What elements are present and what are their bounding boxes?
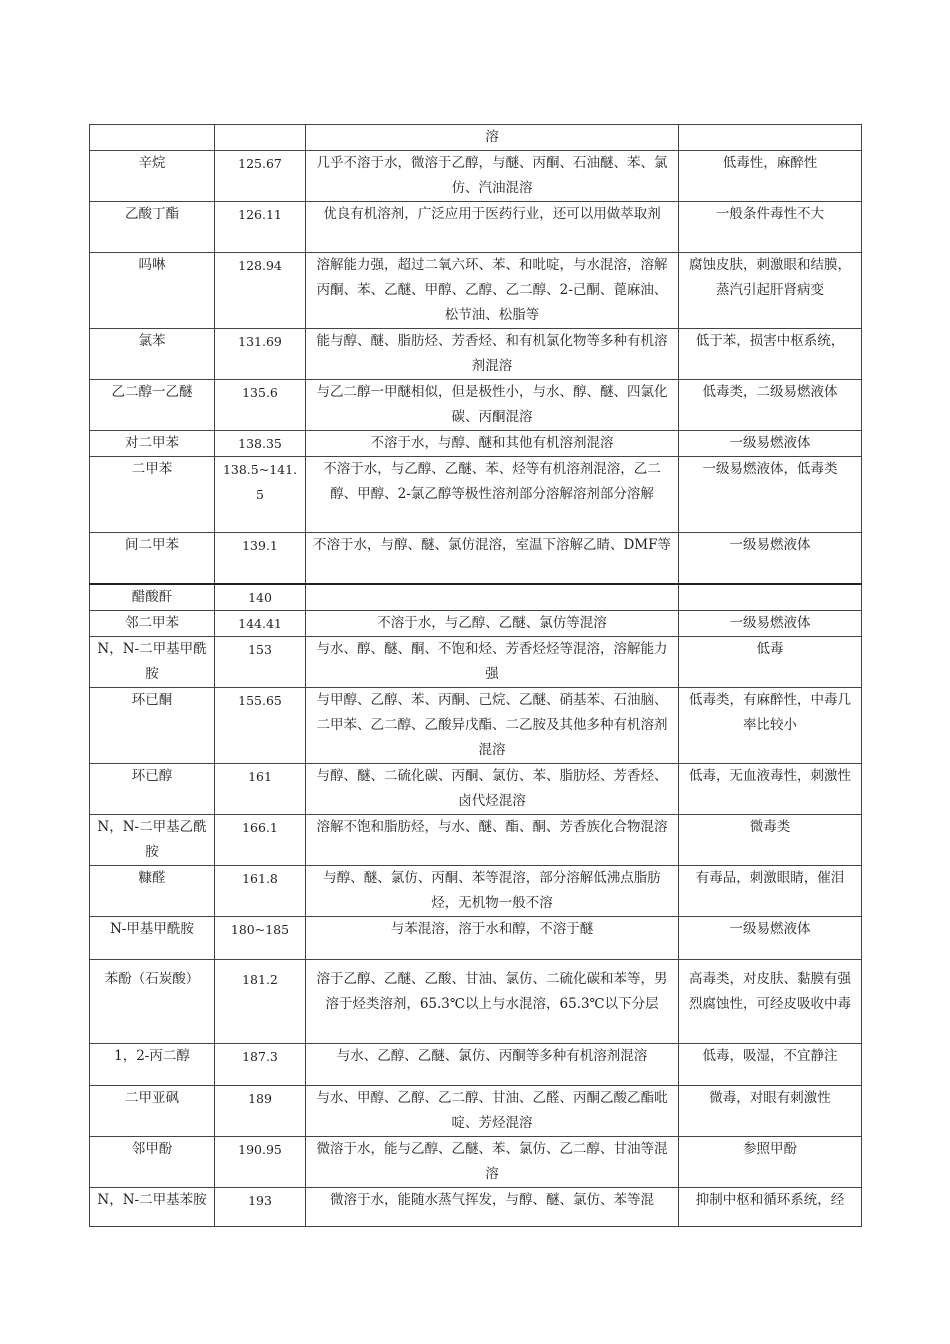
solubility-cell [306,584,679,611]
solvent-name-cell: 辛烷 [90,151,215,202]
toxicity-cell: 一级易燃液体 [679,533,862,584]
solvent-table [89,124,862,1227]
solubility-cell: 与水、甲醇、乙醇、乙二醇、甘油、乙醛、丙酮乙酸乙酯吡啶、芳烃混溶 [306,1085,679,1136]
table-row [90,584,862,611]
solvent-name-cell: 1，2-丙二醇 [90,1043,215,1085]
solubility-cell: 不溶于水，与醇、醚、氯仿混溶，室温下溶解乙睛、DMF等 [306,533,679,584]
solvent-name-cell: 间二甲苯 [90,533,215,584]
toxicity-cell: 低于苯，损害中枢系统， [679,329,862,380]
toxicity-cell: 一级易燃液体 [679,431,862,457]
table-row [90,457,862,533]
boiling-point-cell: 138.35 [215,431,306,457]
table-row [90,329,862,380]
table-row [90,959,862,1043]
boiling-point-cell: 161 [215,763,306,814]
solvent-name-cell: 环已醇 [90,763,215,814]
solubility-cell: 与醇、醚、氯仿、丙酮、苯等混溶，部分溶解低沸点脂肪烃，无机物一般不溶 [306,865,679,916]
solubility-cell: 与水、乙醇、乙醚、氯仿、丙酮等多种有机溶剂混溶 [306,1043,679,1085]
solubility-cell: 溶解能力强，超过二氧六环、苯、和吡啶，与水混溶，溶解丙酮、苯、乙醚、甲醇、乙醇、乙二醇、2-己酮、蓖麻油、松节油、松脂等 [306,253,679,329]
toxicity-cell: 一级易燃液体，低毒类 [679,457,862,533]
table-row [90,1043,862,1085]
toxicity-cell: 低毒，吸湿，不宜静注 [679,1043,862,1085]
solvent-name-cell: 环已酮 [90,687,215,763]
table-row [90,687,862,763]
toxicity-cell: 低毒 [679,636,862,687]
boiling-point-cell: 187.3 [215,1043,306,1085]
toxicity-cell: 高毒类，对皮肤、黏膜有强烈腐蚀性，可经皮吸收中毒 [679,959,862,1043]
solvent-name-cell: 苯酚（石炭酸） [90,959,215,1043]
solvent-name-cell: 醋酸酐 [90,584,215,611]
solvent-name-cell: 乙酸丁酯 [90,202,215,253]
table-row [90,380,862,431]
solubility-cell: 溶解不饱和脂肪烃，与水、醚、酯、酮、芳香族化合物混溶 [306,814,679,865]
solubility-cell: 溶 [306,125,679,151]
table-row [90,763,862,814]
boiling-point-cell: 138.5~141.5 [215,457,306,533]
solubility-cell: 与醇、醚、二硫化碳、丙酮、氯仿、苯、脂肪烃、芳香烃、卤代烃混溶 [306,763,679,814]
boiling-point-cell: 135.6 [215,380,306,431]
table-row [90,125,862,151]
solubility-cell: 能与醇、醚、脂肪烃、芳香烃、和有机氯化物等多种有机溶剂混溶 [306,329,679,380]
solvent-name-cell: 乙二醇一乙醚 [90,380,215,431]
solvent-name-cell: 吗啉 [90,253,215,329]
solubility-cell: 不溶于水，与醇、醚和其他有机溶剂混溶 [306,431,679,457]
toxicity-cell: 一级易燃液体 [679,916,862,959]
solubility-cell: 优良有机溶剂，广泛应用于医药行业，还可以用做萃取剂 [306,202,679,253]
boiling-point-cell: 144.41 [215,610,306,636]
toxicity-cell: 有毒品，刺激眼睛，催泪 [679,865,862,916]
table-row [90,636,862,687]
boiling-point-cell: 128.94 [215,253,306,329]
solubility-cell: 不溶于水，与乙醇、乙醚、苯、烃等有机溶剂混溶，乙二醇、甲醇、2-氯乙醇等极性溶剂部分溶解溶剂部分溶解 [306,457,679,533]
table-row [90,865,862,916]
solvent-table-body [90,125,862,1227]
solvent-name-cell [90,125,215,151]
table-row [90,533,862,584]
toxicity-cell: 一级易燃液体 [679,610,862,636]
toxicity-cell: 低毒，无血液毒性，刺激性 [679,763,862,814]
solvent-name-cell: 二甲亚砜 [90,1085,215,1136]
solubility-cell: 与水、醇、醚、酮、不饱和烃、芳香烃烃等混溶，溶解能力强 [306,636,679,687]
boiling-point-cell: 125.67 [215,151,306,202]
boiling-point-cell: 190.95 [215,1136,306,1187]
toxicity-cell [679,125,862,151]
solubility-cell: 微溶于水，能随水蒸气挥发，与醇、醚、氯仿、苯等混 [306,1187,679,1226]
table-row [90,431,862,457]
boiling-point-cell: 193 [215,1187,306,1226]
table-row [90,253,862,329]
toxicity-cell: 低毒性，麻醉性 [679,151,862,202]
boiling-point-cell: 126.11 [215,202,306,253]
toxicity-cell: 低毒类，二级易燃液体 [679,380,862,431]
table-row [90,1085,862,1136]
table-row [90,814,862,865]
solvent-name-cell: 二甲苯 [90,457,215,533]
boiling-point-cell: 131.69 [215,329,306,380]
toxicity-cell: 低毒类，有麻醉性，中毒几率比较小 [679,687,862,763]
solvent-name-cell: 邻二甲苯 [90,610,215,636]
table-row [90,610,862,636]
solvent-name-cell: N，N-二甲基苯胺 [90,1187,215,1226]
table-row [90,916,862,959]
solubility-cell: 几乎不溶于水，微溶于乙醇，与醚、丙酮、石油醚、苯、氯仿、汽油混溶 [306,151,679,202]
boiling-point-cell: 189 [215,1085,306,1136]
toxicity-cell: 腐蚀皮肤，刺激眼和结膜，蒸汽引起肝肾病变 [679,253,862,329]
toxicity-cell [679,584,862,611]
toxicity-cell: 微毒类 [679,814,862,865]
table-row [90,1136,862,1187]
boiling-point-cell: 166.1 [215,814,306,865]
solvent-name-cell: 对二甲苯 [90,431,215,457]
boiling-point-cell: 161.8 [215,865,306,916]
toxicity-cell: 抑制中枢和循环系统，经 [679,1187,862,1226]
boiling-point-cell: 155.65 [215,687,306,763]
solubility-cell: 与苯混溶，溶于水和醇，不溶于醚 [306,916,679,959]
boiling-point-cell: 181.2 [215,959,306,1043]
solubility-cell: 与甲醇、乙醇、苯、丙酮、己烷、乙醚、硝基苯、石油脑、二甲苯、乙二醇、乙酸异戊酯、二乙胺及其他多种有机溶剂混溶 [306,687,679,763]
solvent-name-cell: 糠醛 [90,865,215,916]
solubility-cell: 不溶于水，与乙醇、乙醚、氯仿等混溶 [306,610,679,636]
boiling-point-cell [215,125,306,151]
solvent-name-cell: N，N-二甲基乙酰胺 [90,814,215,865]
boiling-point-cell: 180~185 [215,916,306,959]
toxicity-cell: 参照甲酚 [679,1136,862,1187]
table-row [90,202,862,253]
boiling-point-cell: 153 [215,636,306,687]
solvent-name-cell: N，N-二甲基甲酰胺 [90,636,215,687]
toxicity-cell: 一般条件毒性不大 [679,202,862,253]
boiling-point-cell: 140 [215,584,306,611]
boiling-point-cell: 139.1 [215,533,306,584]
solvent-name-cell: N-甲基甲酰胺 [90,916,215,959]
solvent-name-cell: 邻甲酚 [90,1136,215,1187]
table-row [90,151,862,202]
solvent-name-cell: 氯苯 [90,329,215,380]
solubility-cell: 与乙二醇一甲醚相似，但是极性小，与水、醇、醚、四氯化碳、丙酮混溶 [306,380,679,431]
solubility-cell: 微溶于水，能与乙醇、乙醚、苯、氯仿、乙二醇、甘油等混溶 [306,1136,679,1187]
table-row [90,1187,862,1226]
solubility-cell: 溶于乙醇、乙醚、乙酸、甘油、氯仿、二硫化碳和苯等，男溶于烃类溶剂，65.3℃以上与水混溶，65.3℃以下分层 [306,959,679,1043]
toxicity-cell: 微毒，对眼有刺激性 [679,1085,862,1136]
